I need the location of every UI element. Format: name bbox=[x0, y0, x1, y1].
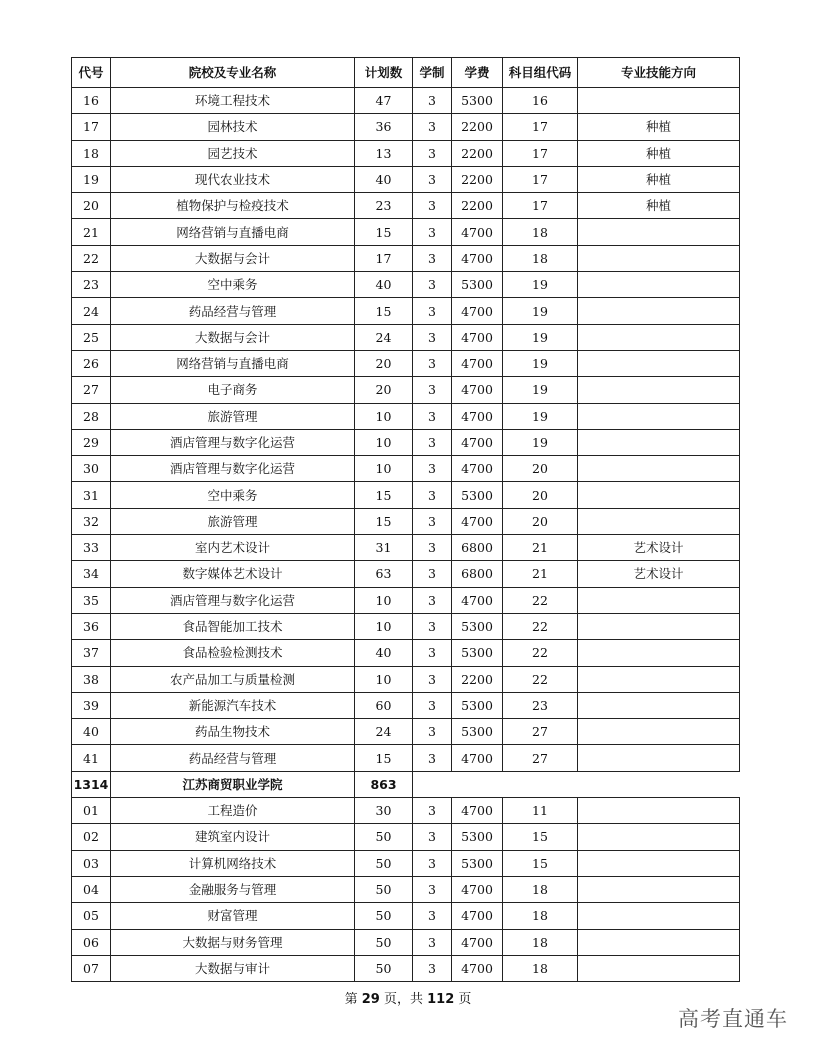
row-code: 05 bbox=[72, 903, 111, 929]
duration: 3 bbox=[413, 193, 452, 219]
tuition: 4700 bbox=[452, 587, 503, 613]
duration: 3 bbox=[413, 798, 452, 824]
table-row bbox=[72, 587, 740, 613]
table-row bbox=[72, 824, 740, 850]
plan-count: 36 bbox=[355, 114, 413, 140]
major-name: 酒店管理与数字化运营 bbox=[111, 429, 355, 455]
plan-count: 40 bbox=[355, 272, 413, 298]
school-row bbox=[72, 771, 740, 797]
watermark-text: 高考直通车 bbox=[678, 1007, 788, 1031]
major-name: 金融服务与管理 bbox=[111, 876, 355, 902]
major-name: 空中乘务 bbox=[111, 272, 355, 298]
plan-count: 10 bbox=[355, 403, 413, 429]
row-code: 30 bbox=[72, 456, 111, 482]
skill-direction bbox=[578, 429, 740, 455]
skill-direction bbox=[578, 824, 740, 850]
plan-count: 24 bbox=[355, 719, 413, 745]
major-name: 酒店管理与数字化运营 bbox=[111, 456, 355, 482]
skill-direction bbox=[578, 88, 740, 114]
tuition: 2200 bbox=[452, 193, 503, 219]
major-name: 电子商务 bbox=[111, 377, 355, 403]
tuition: 5300 bbox=[452, 824, 503, 850]
duration: 3 bbox=[413, 377, 452, 403]
plan-count: 13 bbox=[355, 140, 413, 166]
skill-direction bbox=[578, 640, 740, 666]
tuition: 4700 bbox=[452, 403, 503, 429]
tuition: 4700 bbox=[452, 350, 503, 376]
tuition: 6800 bbox=[452, 561, 503, 587]
subject-group-code: 23 bbox=[503, 692, 578, 718]
row-code: 28 bbox=[72, 403, 111, 429]
major-name: 大数据与财务管理 bbox=[111, 929, 355, 955]
row-code: 34 bbox=[72, 561, 111, 587]
plan-count: 15 bbox=[355, 298, 413, 324]
subject-group-code: 19 bbox=[503, 272, 578, 298]
subject-group-code: 22 bbox=[503, 640, 578, 666]
plan-count: 15 bbox=[355, 745, 413, 771]
duration: 3 bbox=[413, 403, 452, 429]
table-row bbox=[72, 692, 740, 718]
duration: 3 bbox=[413, 692, 452, 718]
footer-prefix: 第 bbox=[344, 992, 358, 1007]
tuition: 5300 bbox=[452, 482, 503, 508]
table-row bbox=[72, 140, 740, 166]
skill-direction bbox=[578, 298, 740, 324]
skill-direction bbox=[578, 613, 740, 639]
plan-count: 10 bbox=[355, 613, 413, 639]
plan-count: 10 bbox=[355, 666, 413, 692]
footer-suffix: 页 bbox=[458, 992, 472, 1007]
table-header-row bbox=[72, 58, 740, 88]
skill-direction bbox=[578, 350, 740, 376]
subject-group-code: 27 bbox=[503, 719, 578, 745]
tuition: 2200 bbox=[452, 140, 503, 166]
row-code: 37 bbox=[72, 640, 111, 666]
major-name: 网络营销与直播电商 bbox=[111, 350, 355, 376]
subject-group-code: 18 bbox=[503, 876, 578, 902]
duration: 3 bbox=[413, 719, 452, 745]
subject-group-code: 22 bbox=[503, 587, 578, 613]
duration: 3 bbox=[413, 508, 452, 534]
table-row bbox=[72, 535, 740, 561]
duration: 3 bbox=[413, 929, 452, 955]
major-name: 计算机网络技术 bbox=[111, 850, 355, 876]
skill-direction: 种植 bbox=[578, 193, 740, 219]
plan-count: 50 bbox=[355, 824, 413, 850]
column-header: 学费 bbox=[452, 58, 503, 88]
row-code: 06 bbox=[72, 929, 111, 955]
plan-count: 50 bbox=[355, 850, 413, 876]
row-code: 38 bbox=[72, 666, 111, 692]
subject-group-code: 19 bbox=[503, 429, 578, 455]
skill-direction bbox=[578, 219, 740, 245]
major-name: 室内艺术设计 bbox=[111, 535, 355, 561]
duration: 3 bbox=[413, 587, 452, 613]
skill-direction: 艺术设计 bbox=[578, 535, 740, 561]
plan-count: 24 bbox=[355, 324, 413, 350]
row-code: 27 bbox=[72, 377, 111, 403]
subject-group-code: 17 bbox=[503, 114, 578, 140]
tuition: 4700 bbox=[452, 219, 503, 245]
plan-count: 15 bbox=[355, 219, 413, 245]
major-name: 新能源汽车技术 bbox=[111, 692, 355, 718]
skill-direction bbox=[578, 587, 740, 613]
row-code: 07 bbox=[72, 955, 111, 981]
major-name: 食品检验检测技术 bbox=[111, 640, 355, 666]
plan-count: 47 bbox=[355, 88, 413, 114]
tuition: 4700 bbox=[452, 377, 503, 403]
table-row bbox=[72, 613, 740, 639]
skill-direction bbox=[578, 324, 740, 350]
plan-count: 50 bbox=[355, 876, 413, 902]
skill-direction bbox=[578, 798, 740, 824]
column-header: 代号 bbox=[72, 58, 111, 88]
subject-group-code: 22 bbox=[503, 613, 578, 639]
duration: 3 bbox=[413, 876, 452, 902]
duration: 3 bbox=[413, 140, 452, 166]
skill-direction bbox=[578, 508, 740, 534]
duration: 3 bbox=[413, 482, 452, 508]
major-name: 大数据与会计 bbox=[111, 324, 355, 350]
column-header: 计划数 bbox=[355, 58, 413, 88]
school-code: 1314 bbox=[72, 771, 111, 797]
table-row bbox=[72, 929, 740, 955]
tuition: 4700 bbox=[452, 955, 503, 981]
table-row bbox=[72, 114, 740, 140]
row-code: 03 bbox=[72, 850, 111, 876]
skill-direction bbox=[578, 692, 740, 718]
row-code: 17 bbox=[72, 114, 111, 140]
table-row bbox=[72, 508, 740, 534]
subject-group-code: 20 bbox=[503, 482, 578, 508]
table-row bbox=[72, 377, 740, 403]
column-header: 学制 bbox=[413, 58, 452, 88]
plan-count: 17 bbox=[355, 245, 413, 271]
plan-count: 63 bbox=[355, 561, 413, 587]
table-row bbox=[72, 745, 740, 771]
table-row bbox=[72, 88, 740, 114]
subject-group-code: 15 bbox=[503, 824, 578, 850]
enrollment-plan-table bbox=[71, 57, 740, 982]
tuition: 5300 bbox=[452, 88, 503, 114]
school-name: 江苏商贸职业学院 bbox=[111, 771, 355, 797]
plan-count: 23 bbox=[355, 193, 413, 219]
major-name: 大数据与会计 bbox=[111, 245, 355, 271]
tuition: 4700 bbox=[452, 798, 503, 824]
table-row bbox=[72, 561, 740, 587]
table-row bbox=[72, 876, 740, 902]
subject-group-code: 21 bbox=[503, 535, 578, 561]
major-name: 药品经营与管理 bbox=[111, 745, 355, 771]
table-row bbox=[72, 666, 740, 692]
duration: 3 bbox=[413, 666, 452, 692]
row-code: 02 bbox=[72, 824, 111, 850]
table-row bbox=[72, 719, 740, 745]
tuition: 5300 bbox=[452, 272, 503, 298]
skill-direction: 艺术设计 bbox=[578, 561, 740, 587]
skill-direction bbox=[578, 482, 740, 508]
tuition: 4700 bbox=[452, 745, 503, 771]
duration: 3 bbox=[413, 88, 452, 114]
row-code: 19 bbox=[72, 166, 111, 192]
tuition: 2200 bbox=[452, 114, 503, 140]
major-name: 财富管理 bbox=[111, 903, 355, 929]
table-row bbox=[72, 640, 740, 666]
row-code: 01 bbox=[72, 798, 111, 824]
subject-group-code: 21 bbox=[503, 561, 578, 587]
duration: 3 bbox=[413, 456, 452, 482]
row-code: 04 bbox=[72, 876, 111, 902]
tuition: 4700 bbox=[452, 876, 503, 902]
table-row bbox=[72, 403, 740, 429]
skill-direction bbox=[578, 456, 740, 482]
column-header: 专业技能方向 bbox=[578, 58, 740, 88]
duration: 3 bbox=[413, 324, 452, 350]
major-name: 酒店管理与数字化运营 bbox=[111, 587, 355, 613]
footer-middle: 页，共 bbox=[383, 992, 423, 1007]
duration: 3 bbox=[413, 535, 452, 561]
subject-group-code: 17 bbox=[503, 166, 578, 192]
footer-total-pages: 112 bbox=[427, 992, 455, 1007]
duration: 3 bbox=[413, 745, 452, 771]
row-code: 21 bbox=[72, 219, 111, 245]
duration: 3 bbox=[413, 245, 452, 271]
tuition: 5300 bbox=[452, 613, 503, 639]
school-row-blank bbox=[413, 771, 740, 797]
plan-count: 20 bbox=[355, 377, 413, 403]
subject-group-code: 22 bbox=[503, 666, 578, 692]
row-code: 26 bbox=[72, 350, 111, 376]
plan-count: 50 bbox=[355, 929, 413, 955]
subject-group-code: 16 bbox=[503, 88, 578, 114]
subject-group-code: 19 bbox=[503, 403, 578, 429]
subject-group-code: 15 bbox=[503, 850, 578, 876]
subject-group-code: 11 bbox=[503, 798, 578, 824]
table-row bbox=[72, 456, 740, 482]
subject-group-code: 19 bbox=[503, 350, 578, 376]
duration: 3 bbox=[413, 219, 452, 245]
table-row bbox=[72, 245, 740, 271]
tuition: 5300 bbox=[452, 850, 503, 876]
skill-direction bbox=[578, 903, 740, 929]
major-name: 网络营销与直播电商 bbox=[111, 219, 355, 245]
school-plan-total: 863 bbox=[355, 771, 413, 797]
subject-group-code: 17 bbox=[503, 193, 578, 219]
subject-group-code: 18 bbox=[503, 929, 578, 955]
table-row bbox=[72, 219, 740, 245]
subject-group-code: 17 bbox=[503, 140, 578, 166]
row-code: 22 bbox=[72, 245, 111, 271]
skill-direction bbox=[578, 955, 740, 981]
subject-group-code: 18 bbox=[503, 903, 578, 929]
tuition: 5300 bbox=[452, 719, 503, 745]
plan-count: 15 bbox=[355, 482, 413, 508]
table-row bbox=[72, 166, 740, 192]
table-row bbox=[72, 272, 740, 298]
duration: 3 bbox=[413, 272, 452, 298]
plan-count: 30 bbox=[355, 798, 413, 824]
table-row bbox=[72, 429, 740, 455]
major-name: 建筑室内设计 bbox=[111, 824, 355, 850]
major-name: 园艺技术 bbox=[111, 140, 355, 166]
major-name: 植物保护与检疫技术 bbox=[111, 193, 355, 219]
row-code: 31 bbox=[72, 482, 111, 508]
row-code: 25 bbox=[72, 324, 111, 350]
tuition: 4700 bbox=[452, 245, 503, 271]
column-header: 科目组代码 bbox=[503, 58, 578, 88]
tuition: 4700 bbox=[452, 456, 503, 482]
duration: 3 bbox=[413, 298, 452, 324]
subject-group-code: 19 bbox=[503, 298, 578, 324]
major-name: 园林技术 bbox=[111, 114, 355, 140]
tuition: 6800 bbox=[452, 535, 503, 561]
row-code: 20 bbox=[72, 193, 111, 219]
tuition: 4700 bbox=[452, 324, 503, 350]
tuition: 4700 bbox=[452, 929, 503, 955]
row-code: 35 bbox=[72, 587, 111, 613]
plan-count: 50 bbox=[355, 955, 413, 981]
plan-count: 15 bbox=[355, 508, 413, 534]
row-code: 40 bbox=[72, 719, 111, 745]
plan-count: 10 bbox=[355, 456, 413, 482]
skill-direction: 种植 bbox=[578, 166, 740, 192]
duration: 3 bbox=[413, 955, 452, 981]
subject-group-code: 18 bbox=[503, 219, 578, 245]
table-row bbox=[72, 350, 740, 376]
major-name: 现代农业技术 bbox=[111, 166, 355, 192]
row-code: 33 bbox=[72, 535, 111, 561]
major-name: 数字媒体艺术设计 bbox=[111, 561, 355, 587]
skill-direction bbox=[578, 929, 740, 955]
major-name: 空中乘务 bbox=[111, 482, 355, 508]
major-name: 药品生物技术 bbox=[111, 719, 355, 745]
duration: 3 bbox=[413, 613, 452, 639]
duration: 3 bbox=[413, 166, 452, 192]
subject-group-code: 27 bbox=[503, 745, 578, 771]
major-name: 药品经营与管理 bbox=[111, 298, 355, 324]
table-row bbox=[72, 482, 740, 508]
skill-direction bbox=[578, 876, 740, 902]
plan-count: 10 bbox=[355, 429, 413, 455]
tuition: 4700 bbox=[452, 298, 503, 324]
subject-group-code: 18 bbox=[503, 955, 578, 981]
skill-direction bbox=[578, 666, 740, 692]
table-row bbox=[72, 955, 740, 981]
row-code: 16 bbox=[72, 88, 111, 114]
tuition: 4700 bbox=[452, 903, 503, 929]
tuition: 4700 bbox=[452, 429, 503, 455]
major-name: 大数据与审计 bbox=[111, 955, 355, 981]
tuition: 2200 bbox=[452, 166, 503, 192]
row-code: 23 bbox=[72, 272, 111, 298]
row-code: 32 bbox=[72, 508, 111, 534]
plan-count: 40 bbox=[355, 166, 413, 192]
subject-group-code: 18 bbox=[503, 245, 578, 271]
plan-count: 60 bbox=[355, 692, 413, 718]
table-row bbox=[72, 324, 740, 350]
skill-direction bbox=[578, 377, 740, 403]
subject-group-code: 20 bbox=[503, 456, 578, 482]
subject-group-code: 20 bbox=[503, 508, 578, 534]
skill-direction bbox=[578, 272, 740, 298]
plan-count: 20 bbox=[355, 350, 413, 376]
duration: 3 bbox=[413, 561, 452, 587]
skill-direction bbox=[578, 403, 740, 429]
skill-direction bbox=[578, 850, 740, 876]
tuition: 5300 bbox=[452, 640, 503, 666]
duration: 3 bbox=[413, 850, 452, 876]
row-code: 29 bbox=[72, 429, 111, 455]
tuition: 4700 bbox=[452, 508, 503, 534]
row-code: 18 bbox=[72, 140, 111, 166]
plan-count: 31 bbox=[355, 535, 413, 561]
skill-direction bbox=[578, 745, 740, 771]
duration: 3 bbox=[413, 350, 452, 376]
table-row bbox=[72, 193, 740, 219]
subject-group-code: 19 bbox=[503, 377, 578, 403]
subject-group-code: 19 bbox=[503, 324, 578, 350]
tuition: 2200 bbox=[452, 666, 503, 692]
plan-count: 50 bbox=[355, 903, 413, 929]
skill-direction: 种植 bbox=[578, 114, 740, 140]
row-code: 41 bbox=[72, 745, 111, 771]
footer-page-number: 29 bbox=[361, 992, 380, 1007]
row-code: 24 bbox=[72, 298, 111, 324]
duration: 3 bbox=[413, 640, 452, 666]
skill-direction bbox=[578, 245, 740, 271]
tuition: 5300 bbox=[452, 692, 503, 718]
skill-direction: 种植 bbox=[578, 140, 740, 166]
skill-direction bbox=[578, 719, 740, 745]
row-code: 36 bbox=[72, 613, 111, 639]
table-row bbox=[72, 798, 740, 824]
major-name: 工程造价 bbox=[111, 798, 355, 824]
duration: 3 bbox=[413, 114, 452, 140]
table-row bbox=[72, 850, 740, 876]
major-name: 食品智能加工技术 bbox=[111, 613, 355, 639]
major-name: 环境工程技术 bbox=[111, 88, 355, 114]
plan-count: 10 bbox=[355, 587, 413, 613]
column-header: 院校及专业名称 bbox=[111, 58, 355, 88]
plan-count: 40 bbox=[355, 640, 413, 666]
major-name: 农产品加工与质量检测 bbox=[111, 666, 355, 692]
row-code: 39 bbox=[72, 692, 111, 718]
table-row bbox=[72, 903, 740, 929]
duration: 3 bbox=[413, 903, 452, 929]
table-row bbox=[72, 298, 740, 324]
major-name: 旅游管理 bbox=[111, 403, 355, 429]
duration: 3 bbox=[413, 824, 452, 850]
duration: 3 bbox=[413, 429, 452, 455]
major-name: 旅游管理 bbox=[111, 508, 355, 534]
